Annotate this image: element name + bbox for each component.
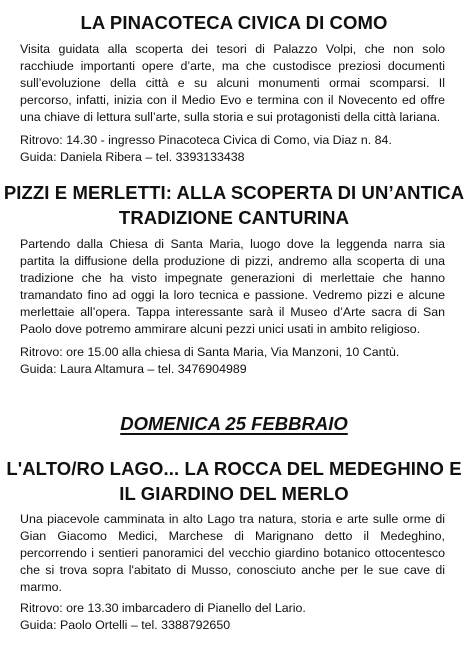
section-title-pizzi-line1: PIZZI E MERLETTI: ALLA SCOPERTA DI UN’ANTICA: [3, 182, 465, 203]
section-meeting-pinacoteca: Ritrovo: 14.30 - ingresso Pinacoteca Civica di Como, via Diaz n. 84.: [20, 133, 392, 147]
date-heading-text: DOMENICA 25 FEBBRAIO: [120, 413, 348, 434]
event-title-line2: IL GIARDINO DEL MERLO: [119, 483, 349, 504]
section-title-pinacoteca: LA PINACOTECA CIVICA DI COMO: [80, 12, 388, 33]
section-description-pizzi: Partendo dalla Chiesa di Santa Maria, luogo dove la leggenda narra sia partita la diffusione della produzione di pizzi, andremo alla scoperta di una tradizione che ha visto impegnate generazioni di merlettaie che hanno tramandato fino ad oggi la loro tecnica e passione. Vedremo pizzi e alcune merlettaie all’opera. Tappa interessante sarà il Museo d’Arte sacra di San Paolo dove potremo ammirare alcuni pezzi unici usati in ambito religioso.: [20, 237, 445, 336]
section-meeting-pizzi: Ritrovo: ore 15.00 alla chiesa di Santa Maria, Via Manzoni, 10 Cantù.: [20, 345, 400, 359]
section-description-pinacoteca: Visita guidata alla scoperta dei tesori di Palazzo Volpi, che non solo racchiude importanti opere d’arte, ma che custodisce preziosi documenti sull’evoluzione della città e su alcuni monumenti ormai scomparsi. Il percorso, infatti, inizia con il Medio Evo e termina con il Novecento ed offre una chiave di lettura sull’arte, sulla storia e sui protagonisti della città lariana.: [20, 42, 445, 124]
section-guide-pinacoteca: Guida: Daniela Ribera – tel. 3393133438: [20, 150, 245, 164]
section-title-pizzi-line2: TRADIZIONE CANTURINA: [118, 207, 350, 228]
event-title-line1: L'ALTO/RO LAGO... LA ROCCA DEL MEDEGHINO E: [6, 458, 462, 479]
date-heading: [0, 412, 468, 436]
event-guide: Guida: Paolo Ortelli – tel. 3388792650: [20, 618, 231, 632]
section-guide-pizzi: Guida: Laura Altamura – tel. 3476904989: [20, 362, 247, 376]
event-description: Una piacevole camminata in alto Lago tra natura, storia e arte sulle orme di Gian Giacomo Medici, Marchese di Marignano detto il Medeghino, percorrendo i sentieri panoramici del vecchio giardino botanico ottocentesco che si trova sopra l'abitato di Musso, conosciuto anche per le sue cave di marmo.: [20, 512, 445, 594]
event-meeting: Ritrovo: ore 13.30 imbarcadero di Pianello del Lario.: [20, 601, 306, 615]
